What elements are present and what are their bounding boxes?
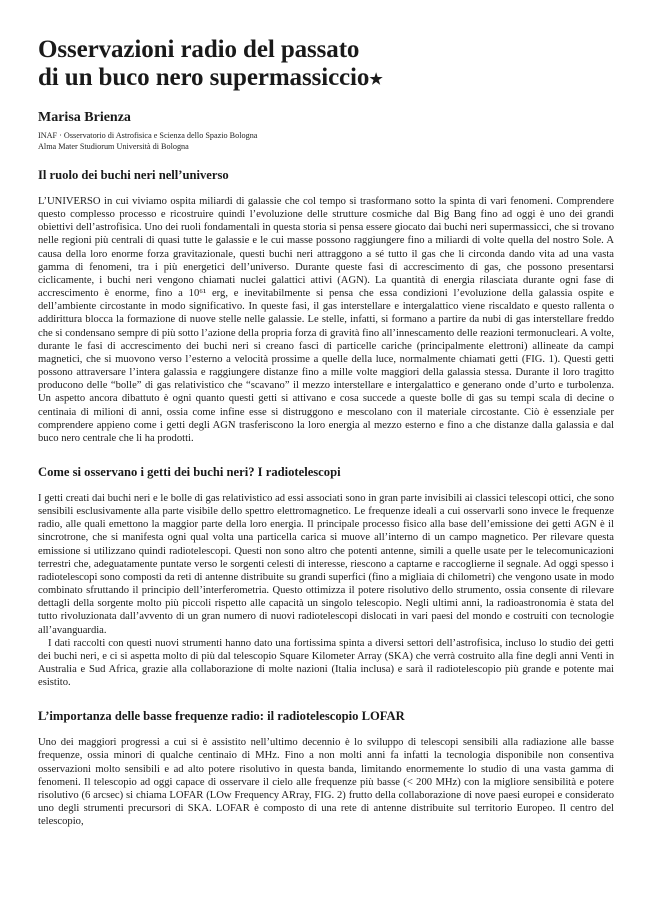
section-2-heading: Come si osservano i getti dei buchi neri? I radiotelescopi bbox=[38, 464, 341, 479]
paper-title bbox=[38, 36, 614, 92]
author-name: Marisa Brienza bbox=[38, 110, 131, 125]
title-line-1: Osservazioni radio del passato bbox=[38, 36, 360, 63]
section-1-paragraph-1: L’UNIVERSO in cui viviamo ospita miliardi di galassie che col tempo si trasformano sotto la spinta di vari fenomeni. Comprendere questo complesso processo e ricostruire quindi l’evoluzione delle strutture cosmiche dal Big Bang fino ad oggi è uno dei grandi obiettivi dell’astrofisica. Uno dei ruoli fondamentali in questa storia si pensa essere giocato dai buchi neri supermassicci, che si trovano nelle regioni più centrali di quasi tutte le galassie e le cui masse possono raggiungere fino a miliardi di volte quella del nostro Sole. A causa della loro enorme forza gravitazionale, questi buchi neri attraggono a sé tutto il gas che li circonda dando vita ad una vasta gamma di fenomeni, tra i più energetici dell’universo. Durante queste fasi di accrescimento di gas, che possono presentarsi ciclicamente, i buchi neri vengono chiamati nuclei galattici attivi (AGN). La quantità di energia rilasciata durante ogni fase di accrescimento è enorme, fino a 10⁶¹ erg, e inevitabilmente si pensa che essa condizioni l’evoluzione della galassia ospite e dell’ambiente circostante in modo significativo. In queste fasi, il gas interstellare e intergalattico viene riscaldato e questo rallenta o addirittura blocca la formazione di nuove stelle nelle galassie. Le stelle, infatti, si formano a partire da nubi di gas interstellare freddo che si condensano sempre di più sotto l’azione della propria forza di gravità fino all’innescamento delle reazioni termonucleari. A volte, durante le fasi di accrescimento dei buchi neri si creano fasci di particelle cariche (principalmente elettroni) allineate da campi magnetici, che si muovono verso l’esterno a velocità prossime a quelle della luce, normalmente chiamati getti (FIG. 1). Questi getti possono attraversare l’intera galassia e raggiungere distanze fino a mille volte maggiori della galassia stessa. Durante il loro tragitto producono delle “bolle” di gas relativistico che “scavano” il mezzo interstellare e intergalattico e generano onde d’urto e turbolenza. Un aspetto ancora dibattuto è ogni quanto questi getti si attivano e cosa succede a queste bolle di gas su tempi scala di decine o centinaia di milioni di anni, ossia come infine esse si distruggono e mescolano con il materiale circostante. Ciò è essenziale per comprendere appieno come i getti degli AGN trasferiscono la loro energia al mezzo esterno e fino a che distanze dalla galassia e dal buco nero centrale che li ha prodotti. bbox=[38, 196, 614, 444]
affiliation-2: Alma Mater Studiorum Università di Bologna bbox=[38, 142, 189, 151]
section-3-heading: L’importanza delle basse frequenze radio: il radiotelescopio LOFAR bbox=[38, 709, 405, 724]
section-1-heading: Il ruolo dei buchi neri nell’universo bbox=[38, 168, 229, 182]
section-2-paragraph-2: I dati raccolti con questi nuovi strumenti hanno dato una fortissima spinta a diversi settori dell’astrofisica, incluso lo studio dei getti dei buchi neri, e ci si aspetta molto di più dal telescopio Square Kilometer Array (SKA) che verrà costruito alla fine degli anni Venti in Australia e Sud Africa, grazie alla collaborazione di molte nazioni (Italia inclusa) e sarà il radiotelescopio più grande e potente mai esistito. bbox=[38, 637, 614, 689]
footnote-star-icon: ★ bbox=[369, 72, 383, 88]
affiliation-1: INAF · Osservatorio di Astrofisica e Scienza dello Spazio Bologna bbox=[38, 131, 258, 140]
section-2-paragraph-1: I getti creati dai buchi neri e le bolle di gas relativistico ad essi associati sono in gran parte invisibili ai classici telescopi ottici, che sono sensibili esclusivamente alla parte visibile dello spettro elettromagnetico. Le frequenze ideali a cui osservarli sono invece le frequenze radio, alle quali emettono la maggior parte della loro energia. Il principale processo fisico alla base dell’emissione dei getti AGN è il sincrotrone, che si manifesta ogni qual volta una particella carica si muove all’interno di un campo magnetico. Per rilevare questa emissione si utilizzano quindi radiotelescopi. Questi non sono altro che potenti antenne, simili a quelle usate per le telecomunicazioni terrestri che, adeguatamente puntate verso le sorgenti celesti di interesse, riescono a captarne e raccoglierne il segnale. Ad oggi spesso i radiotelescopi sono composti da reti di antenne distribuite su grandi superfici (fino a migliaia di chilometri) che vengono usate in modo combinato sfruttando il principio dell’interferometria. Questo ottimizza il potere risolutivo dello strumento, ossia consente di rilevare dettagli della sorgente molto più piccoli rispetto alle capacità un singolo telescopio. Negli ultimi anni, la radioastronomia è stata del tutto rivoluzionata dall’avvento di un gran numero di nuovi radiotelescopi dislocati in vari paesi del mondo e costruiti con tecnologie all’avanguardia. bbox=[38, 492, 614, 636]
title-line-2: di un buco nero supermassiccio bbox=[38, 64, 370, 91]
section-3-paragraph-1: Uno dei maggiori progressi a cui si è assistito nell’ultimo decennio è lo sviluppo di telescopi sensibili alla radiazione alle basse frequenze, ossia minori di qualche centinaio di MHz. Fino a non molti anni fa infatti la tecnologia disponibile non consentiva osservazioni molto sensibili e ad alto potere risolutivo in questa banda, limitando enormemente lo studio di una vasta gamma di fenomeni. Il telescopio ad oggi capace di osservare il cielo alle frequenze più basse (< 200 MHz) con la migliore sensibilità e potere risolutivo (6 arcsec) si chiama LOFAR (LOw Frequency ARray, FIG. 2) frutto della collaborazione di nove paesi europei e considerato uno degli strumenti precursori di SKA. LOFAR è composto di una rete di antenne distribuite sul territorio Europeo. Il centro del telescopio, bbox=[38, 737, 614, 828]
